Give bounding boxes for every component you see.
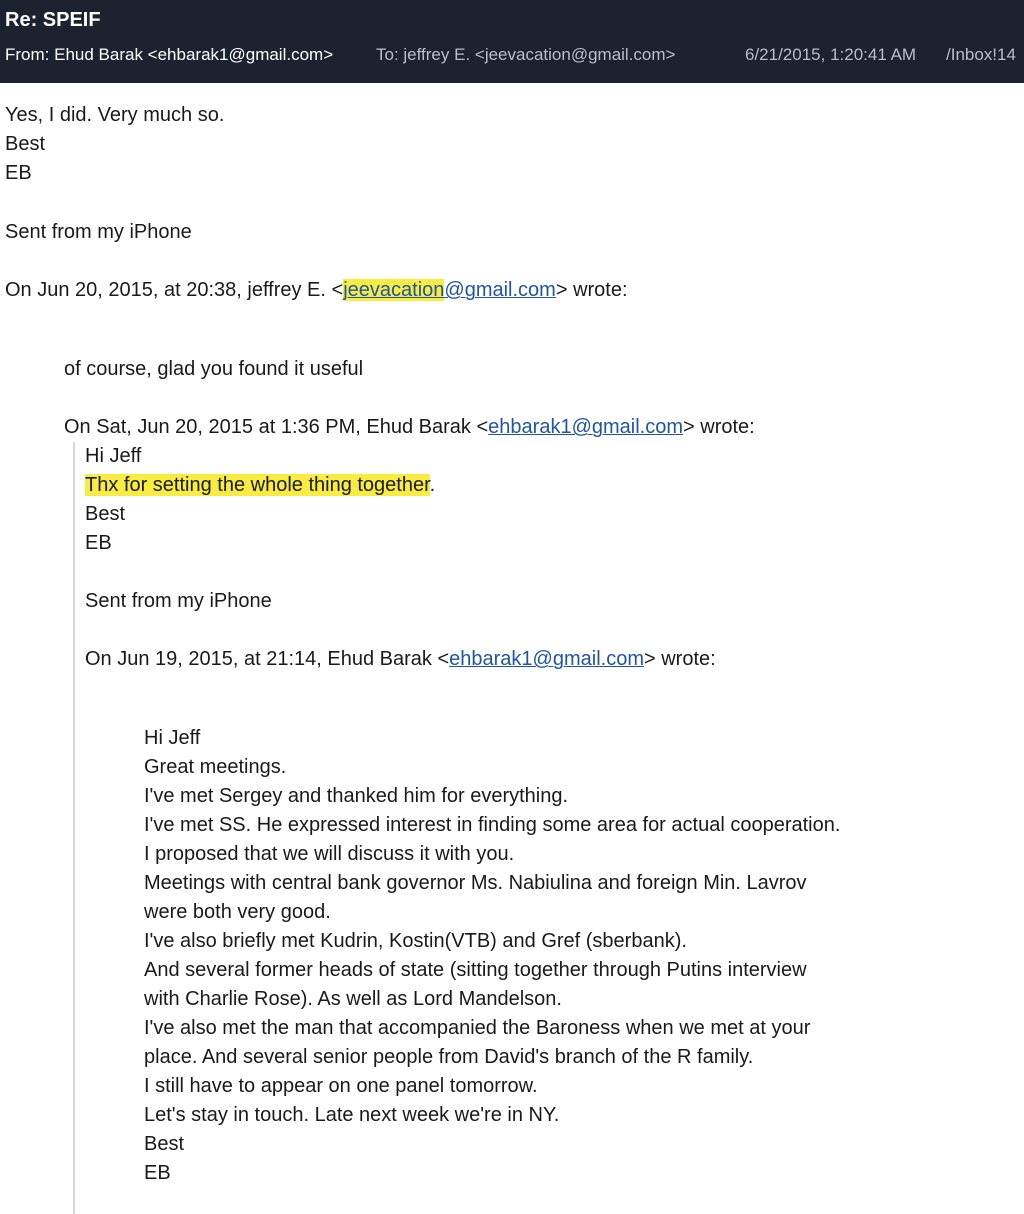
quoted-line: Meetings with central bank governor Ms. Nabiulina and foreign Min. Lavrov (144, 872, 807, 894)
quoted-line: Great meetings. (144, 756, 287, 778)
recipient-field: To: jeffrey E. <jeevacation@gmail.com> (376, 45, 676, 64)
quoted-greeting: Hi Jeff (85, 445, 142, 467)
quoted-line: I still have to appear on one panel tomorrow. (144, 1075, 538, 1097)
quoted-line: were both very good. (144, 901, 331, 923)
sender-email-link[interactable] (343, 279, 556, 301)
highlighted-text: jeevacation (343, 279, 445, 301)
highlight-tail: . (429, 474, 436, 496)
quoted-line: EB (144, 1162, 171, 1184)
attribution-suffix: > wrote: (683, 416, 755, 438)
highlighted-text: Thx for setting the whole thing together (85, 474, 430, 496)
quoted-closing: Best (85, 503, 126, 525)
message-date: 6/21/2015, 1:20:41 AM (745, 45, 917, 64)
reply-signature: Sent from my iPhone (5, 221, 192, 243)
message-folder: /Inbox!14 (946, 45, 1016, 64)
reply-line: Best (5, 133, 46, 155)
message-subject: Re: SPEIF (5, 9, 101, 31)
attribution-text: On Jun 19, 2015, at 21:14, Ehud Barak < (85, 648, 450, 670)
quoted-highlight-line (85, 471, 435, 499)
quoted-line: I've also briefly met Kudrin, Kostin(VTB) and Gref (sberbank). (144, 930, 687, 952)
sender-email-link[interactable]: ehbarak1@gmail.com (449, 648, 644, 670)
quoted-closing: EB (85, 532, 112, 554)
attribution-suffix: > wrote: (644, 648, 716, 670)
quoted-line: place. And several senior people from David's branch of the R family. (144, 1046, 754, 1068)
quoted-line: with Charlie Rose). As well as Lord Mandelson. (144, 988, 562, 1010)
message-header (0, 0, 1024, 83)
attribution-text: On Sat, Jun 20, 2015 at 1:36 PM, Ehud Barak < (64, 416, 489, 438)
attribution-suffix: > wrote: (555, 279, 628, 301)
quoted-line: I've also met the man that accompanied the Baroness when we met at your (144, 1017, 811, 1039)
sender-email-link[interactable]: ehbarak1@gmail.com (488, 416, 684, 438)
quote-attribution (85, 645, 716, 673)
quoted-signature: Sent from my iPhone (85, 590, 272, 612)
quoted-line: I've met SS. He expressed interest in finding some area for actual cooperation. (144, 814, 841, 836)
quoted-line: And several former heads of state (sitting together through Putins interview (144, 959, 807, 981)
quoted-line: Best (144, 1133, 185, 1155)
quote-attribution (64, 413, 755, 441)
email-domain: @gmail.com (444, 279, 556, 301)
attribution-text: On Jun 20, 2015, at 20:38, jeffrey E. < (5, 279, 344, 301)
quote-bar (73, 442, 75, 1214)
quote-attribution (5, 276, 628, 304)
quoted-line: Let's stay in touch. Late next week we're in NY. (144, 1104, 560, 1126)
quoted-line: I proposed that we will discuss it with you. (144, 843, 515, 865)
quoted-line: I've met Sergey and thanked him for everything. (144, 785, 569, 807)
quoted-reply-text: of course, glad you found it useful (64, 358, 364, 380)
quoted-line: Hi Jeff (144, 727, 201, 749)
reply-line: Yes, I did. Very much so. (5, 104, 225, 126)
reply-line: EB (5, 162, 32, 184)
sender-field: From: Ehud Barak <ehbarak1@gmail.com> (5, 45, 334, 64)
message-body (0, 83, 1024, 1214)
